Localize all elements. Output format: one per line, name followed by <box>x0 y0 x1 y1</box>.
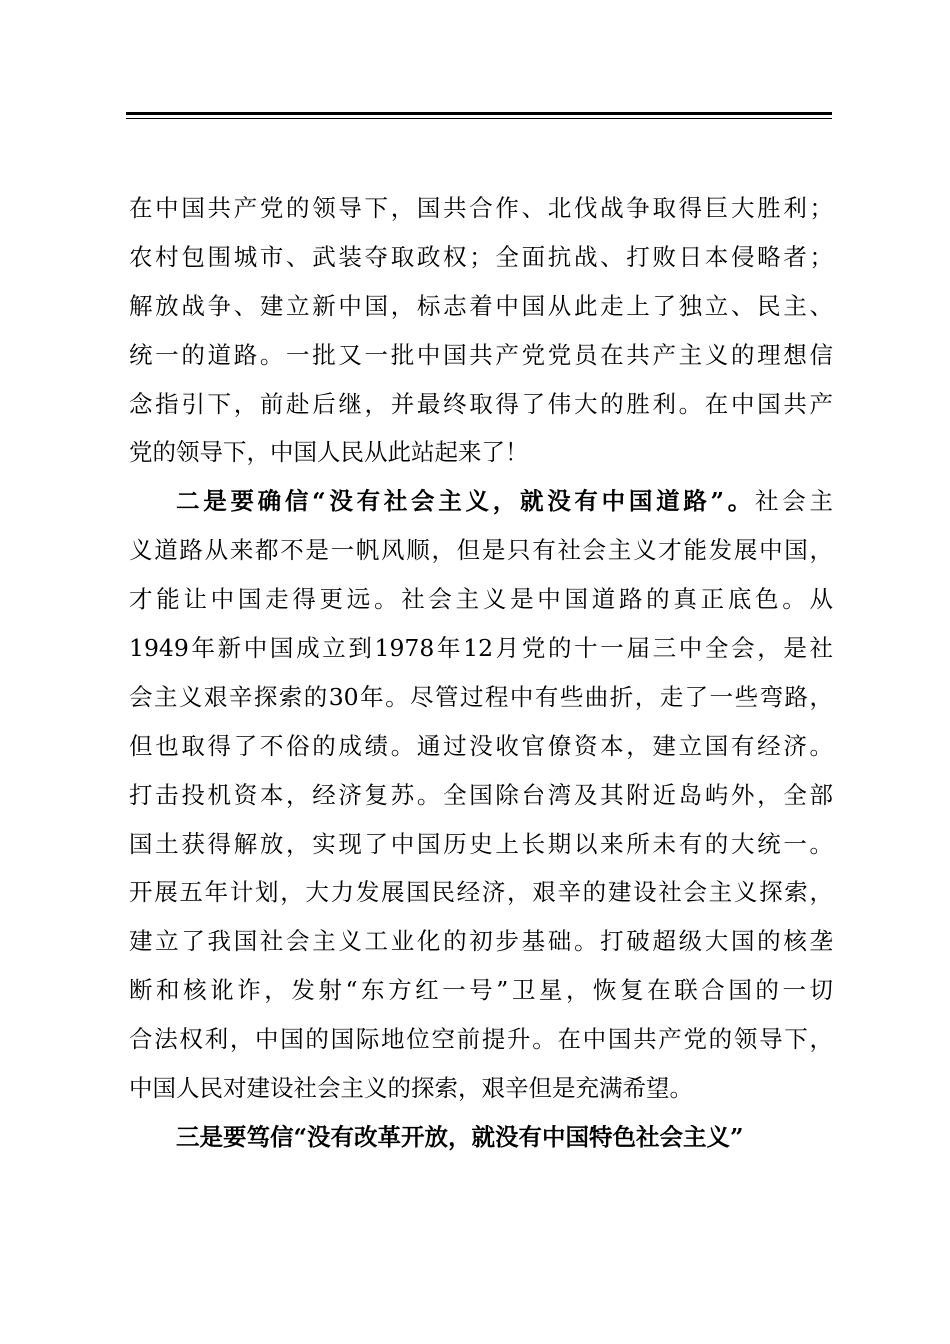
header-rule-thin <box>126 118 832 119</box>
paragraph-line: 断和核讹诈，发射“东方红一号”卫星，恢复在联合国的一切 <box>129 976 833 1005</box>
paragraph-line: 中国人民对建设社会主义的探索，艰辛但是充满希望。 <box>129 1074 693 1103</box>
paragraph-2-first-line <box>129 477 833 526</box>
paragraph-line: 打击投机资本，经济复苏。全国除台湾及其附近岛屿外，全部 <box>129 780 833 809</box>
paragraph-line: 统一的道路。一批又一批中国共产党党员在共产主义的理想信 <box>129 340 833 369</box>
paragraph-line: 建立了我国社会主义工业化的初步基础。打破超级大国的核垄 <box>129 927 833 956</box>
paragraph-line: 在中国共产党的领导下，国共合作、北伐战争取得巨大胜利； <box>129 194 833 222</box>
paragraph-line: 才能让中国走得更远。社会主义是中国道路的真正底色。从 <box>129 585 833 614</box>
paragraph-line: 解放战争、建立新中国，标志着中国从此走上了独立、民主、 <box>129 291 833 320</box>
paragraph-line: 会主义艰辛探索的30年。尽管过程中有些曲折，走了一些弯路， <box>129 682 833 711</box>
header-rule-thick <box>126 112 832 115</box>
paragraph-3-heading: 三是要笃信“没有改革开放，就没有中国特色社会主义” <box>176 1122 744 1151</box>
paragraph-line: 义道路从来都不是一帆风顺，但是只有社会主义才能发展中国， <box>129 536 833 565</box>
paragraph-line: 1949年新中国成立到1978年12月党的十一届三中全会，是社 <box>129 634 833 663</box>
paragraph-line: 开展五年计划，大力发展国民经济，艰辛的建设社会主义探索， <box>129 878 833 907</box>
paragraph-line: 国土获得解放，实现了中国历史上长期以来所未有的大统一。 <box>129 829 833 858</box>
paragraph-2-heading: 二是要确信“没有社会主义，就没有中国道路”。 <box>176 487 756 516</box>
paragraph-line: 合法权利，中国的国际地位空前提升。在中国共产党的领导下， <box>129 1025 833 1054</box>
paragraph-2-first-tail: 社会主 <box>755 487 834 516</box>
header-rule <box>126 112 832 119</box>
paragraph-line: 但也取得了不俗的成绩。通过没收官僚资本，建立国有经济。 <box>129 731 833 760</box>
document-body <box>129 184 833 1162</box>
paragraph-line: 农村包围城市、武装夺取政权；全面抗战、打败日本侵略者； <box>129 242 833 271</box>
paragraph-line: 党的领导下，中国人民从此站起来了！ <box>129 438 529 467</box>
paragraph-line: 念指引下，前赴后继，并最终取得了伟大的胜利。在中国共产 <box>129 389 833 418</box>
